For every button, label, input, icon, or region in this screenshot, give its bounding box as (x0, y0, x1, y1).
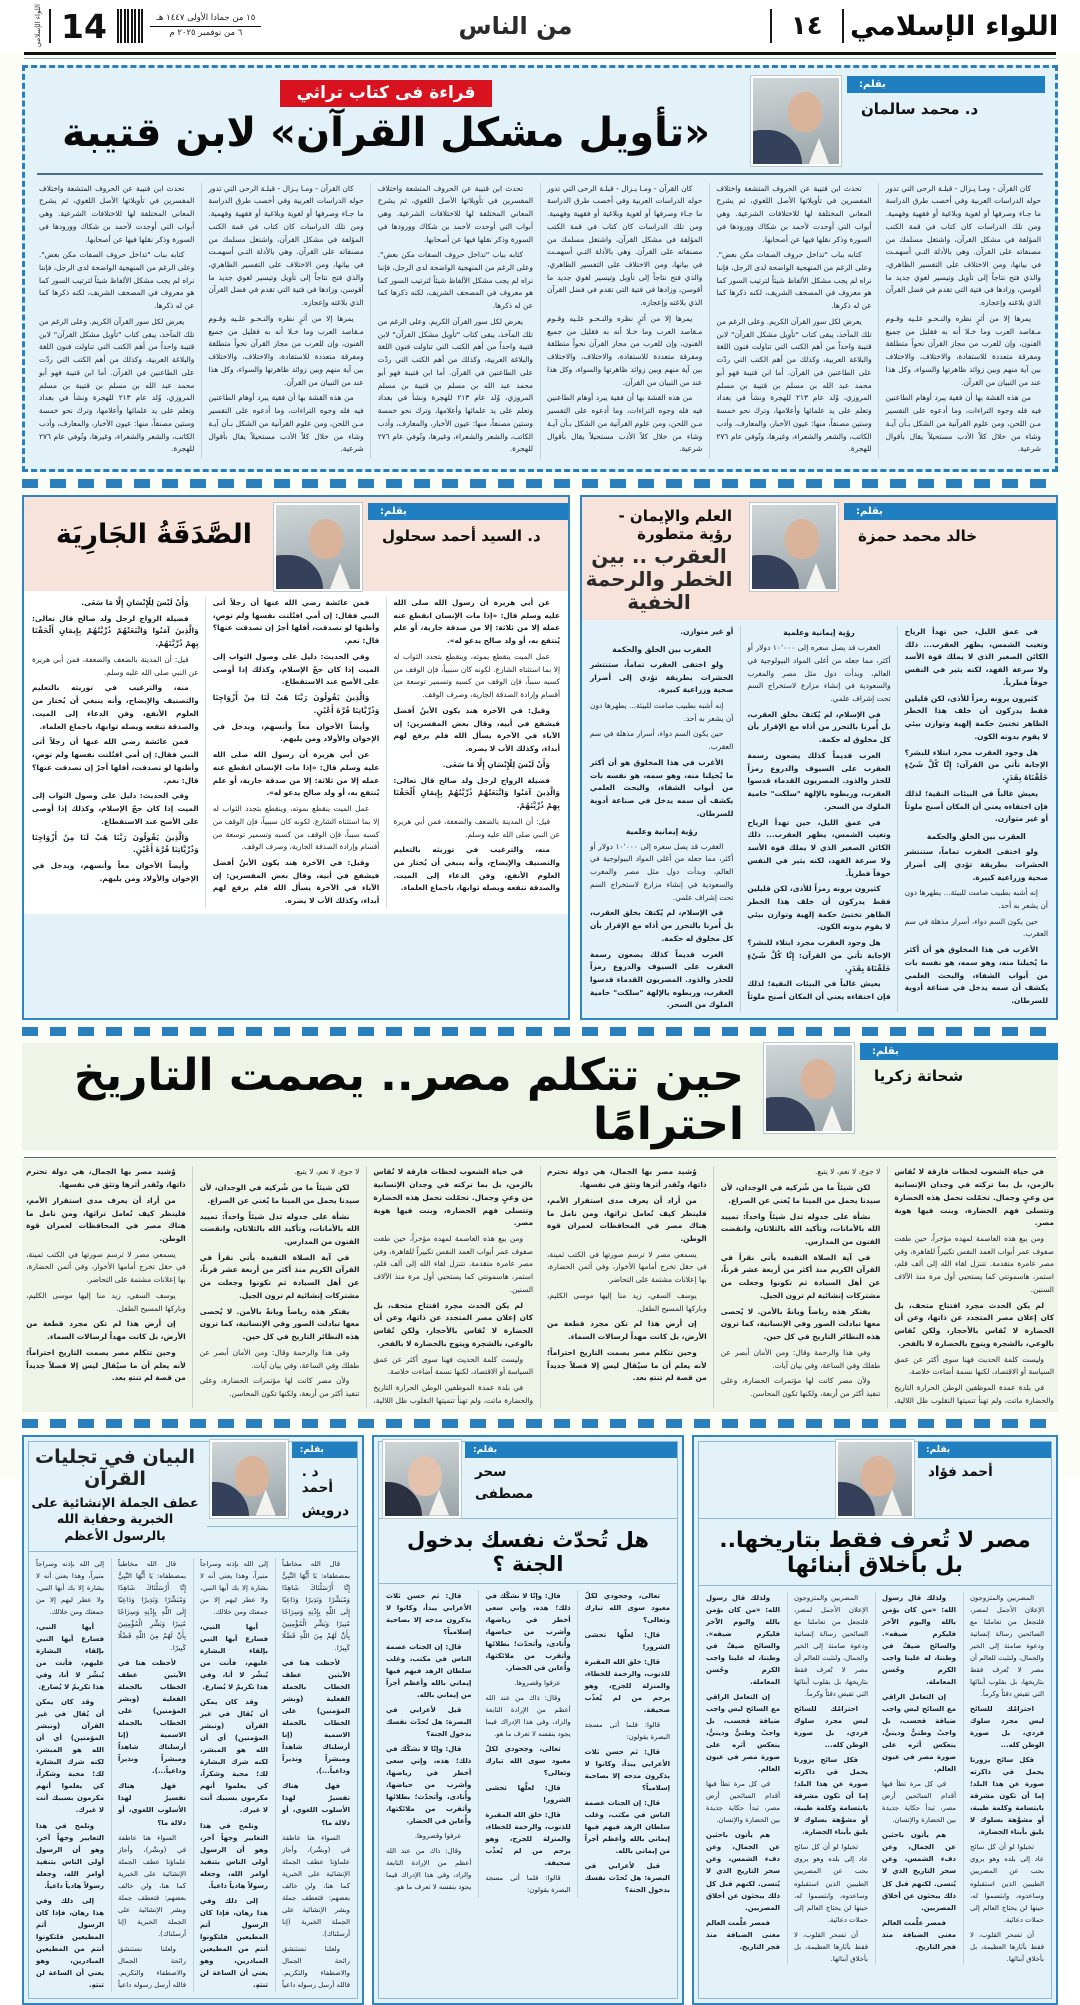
article-paragraph: تحدث ابن قتيبة عن الحروف المتشعة واختلاف المفسرين في تأويلاتها الأصل اللغوي، ثم يشرح المعاني المختلفة لها للاختلافات الشرعية. وهي أبواب التي أوحدت لأحمد بن شكاك وورودها في السورة وذكر نقلها فيها عن أصحابها. (39, 183, 195, 244)
article-paragraph: كتابه بباب "تداخل حروف الصفات مكن بعض". وعلى الرغم من المنهجية الواضحة لدى الرجل، فإننا نراه لم يجب مشكل الألفاظ شيئاً لترتيب السور كما هو معروف في المصحف الشريف، لكنه ذكرها كما عن له ذكرها. (716, 250, 872, 311)
article-paragraph: العرب قديماً كذلك يضعون رسمة العقرب على السيوف والدروع رمزاً للحذر والذود. المصريون القدماء قدسوا العقرب، وربطوه بالإلهة "سلكت" حامية الملوك من السحر. (747, 750, 891, 811)
masthead-left (770, 9, 1059, 43)
byline-text (465, 1442, 677, 1510)
article-paragraph: وأيضاً الأخوان معاً وأنسهم، ويدخل في الإخوان والأولاد ومن يليهم. (32, 860, 199, 883)
article-decorative-title: العقرب .. بين الخطر والرحمة الخفية (585, 544, 733, 615)
article-paragraph: وليست كلمة الحديث فهنا سوى أكثر عن عمق السياسة أو الاقتصاد، لكنها نسمة أضاءت خلاصة. (894, 1354, 1054, 1377)
article-paragraph: إن أرض هذا لم تكن مجرد قطعة من الأرض، بل كانت مهداً لرسالات السماء. (26, 1319, 186, 1342)
article-paragraph: قيل لأعرابي في البصرة: هل تُحدّث نفسك بدخول الجنة؟ (386, 1705, 472, 1738)
article-paragraph: نشأة على جدوله تدل شيئاً واحداً: تمييد الله بالأمانات، وتأكيد الله بالثلاثان، وانقضت الفنون من المدارس. (199, 1211, 360, 1246)
article-paragraph: منه، والترغيب في توريثه بالتعليم والتصنيف والإيضاح، وأنه ينبغي أن يُختار من العلوم الأنفع، وفن الدعاء إلى الميت. والصدقة تنفعه ويصله ثوابها، باجماع العلماء. (393, 845, 560, 893)
article-paragraph: عمل الميت ينقطع بموته، وينقطع بتجدد الثواب له إلا بما استثناه الشارع. لكونه كان سببياً، فإن الوقف من كسبه سبباً، فإن الوقف من كسبه وتسمير توسعة من أقسام وإرادة الصدقة الجارية، وصرف الوقف. (393, 651, 560, 700)
article-paragraph: كان القرآن - ومـا يـزال - قبلـة الرحى التي تدور حوله الدراسات العربية وفي أخصب طرق الدراسة ما جـاء وصرفها أو لغوية وبلاغية أو فقهية وفهمية. ومن تلك الدراسات كان كتاب في قمة الكتب المؤلفة في مشكل القرآن، واشتغل مسلمك من مصنفاته على القرآن. وهي بالأدلة التـي أسهمـت في بيانها، ومن الاختلاف على التفسير الظاهري، والذي فتح نتاجاً إلى تأويل وتيسير لغوي جديد ما أقوسن، وزادها في فتية التي تقدم في فضل القرآن الذي بلاغته وإعجازه. (208, 183, 364, 308)
article-paragraph: قال الله مخاطباً بمصطفاه: يَا أَيُّهَا النَّبِيُّ إِنَّا أَرْسَلْنَاكَ شَاهِدًا وَمُبَشِّرًا وَنَذِيرًا وَدَاعِيًا إِلَى اللَّهِ بِإِذْنِهِ وَسِرَاجًا مُنِيرًا وَبَشِّرِ الْمُؤْمِنِينَ بِأَنَّ لَهُمْ مِنَ اللَّهِ فَضْلًا كَبِيرًا. (118, 1560, 186, 1653)
article-paragraph: أن تسحر القلوب، لا فقط بآثارها العظيمة، بل بأخلاق أبنائها. (794, 1930, 868, 1963)
byline-text (918, 1442, 1051, 1487)
article-body (379, 1584, 677, 1904)
article-subtitle: عطف الجملة الإنشائية على الخبرية وحفاية الله بالرسول الأعظم (31, 1494, 199, 1544)
byline-text (847, 76, 1045, 125)
author-name-line1: د . أحمد (301, 1463, 333, 1497)
article-title: الصَّدَقَةُ الجَارِيَة (55, 519, 252, 551)
article-paragraph: قال الله مخاطباً بمصطفاه: يَا أَيُّهَا النَّبِيُّ إِنَّا أَرْسَلْنَاكَ شَاهِدًا وَمُبَشِّرًا وَنَذِيرًا وَدَاعِيًا إِلَى اللَّهِ بِإِذْنِهِ وَسِرَاجًا مُنِيرًا وَبَشِّرِ الْمُؤْمِنِينَ بِأَنَّ لَهُمْ مِنَ اللَّهِ فَضْلًا كَبِيرًا. (282, 1560, 350, 1653)
article-paragraph: وُشيد مصر بها الجمال، هي دولة تحترم ذاتها، وتُقدر أثرها وتثق في نفسها. (26, 1167, 186, 1190)
article-paragraph: تحدث ابن قتيبة عن الحروف المتشعة واختلاف المفسرين في تأويلاتها الأصل اللغوي، ثم يشرح المعاني المختلفة لها للاختلافات الشرعية. وهي أبواب التي أوحدت لأحمد بن شكاك وورودها في السورة وذكر نقلها فيها عن أصحابها. (377, 183, 534, 244)
byline-label: بقلم: (918, 1442, 1051, 1458)
article-paragraph: حين يكون السم دواء، أسرار مذهلة في سم العقرب. (590, 729, 734, 752)
masthead-divider-3 (49, 9, 51, 43)
article-paragraph: وقيل: في الآخرة هند يكون الأبنُ أفضل فيشفع في أبيه، وقال بعض المفسرين: إن الآباء في الآخرة يسأل الله فلم يرفع لهم أبداء، وكذلك الأب لا يضره. (212, 857, 380, 906)
article-paragraph: كتابه بباب "تداخل حروف الصفات مكن بعض". وعلى الرغم من المنهجية الواضحة لدى الرجل، فإننا نراه لم يجب مشكل الألفاظ شيئاً لترتيب السور كما هو معروف في المصحف الشريف، لكنه ذكرها كما عن له ذكرها. (39, 250, 195, 311)
article-paragraph: وحين تتكلم مصر يصمت التاريخ احتراماً؛ لأنه يعلم أن ما سيُقال ليس إلا فصلاً جديداً من قصة لم تنتهِ بعد. (547, 1347, 707, 1383)
article-paragraph: وأيضاً الأخوان معاً وأنسهم، ويدخل في الإخوان والأولاد ومن يليهم. (212, 721, 380, 744)
masthead-divider (842, 9, 844, 43)
article-paragraph: في حياة الشعوب لحظات فارقة لا تُقاس بالزمن، بل بما تركته في وجدان الإنسانية من وعيٍ وجمال. تحمّلت تحمل هذه الحضارة وتتسلى فهم الحضارة، وبنت فيها هوية مصر. (894, 1167, 1054, 1228)
article-paragraph: وحين تتكلم مصر يصمت التاريخ احتراماً؛ لأنه يعلم أن ما سيُقال ليس إلا فصلاً جديداً من قصة لم تنتهِ بعد. (26, 1347, 186, 1383)
article-paragraph: في الإسلام، لم يُكتفَ بخلق العقرب، بل أُمرنا بالتحرز من أذاه مع الإقرار بأن كل مخلوق له حكمة. (747, 709, 891, 745)
article-subheading: العقرب بين الخلق والحكمة (612, 644, 712, 654)
masthead-rule (24, 52, 1056, 55)
article-paragraph: إلى ذلك وفي هذا رهان، فإذا كان الرسول أتم المطيعين فلتكونوا أنتم من المطيعين المبادرين، وهو يعني أن الساعة لن تنتهِ. (36, 1896, 104, 1989)
article-series-title: العلم والإيمان - رؤية متطورة (618, 507, 732, 544)
article-paragraph: المصريين والمتزوجون الإعلان الأجمل لمصر، فلنجعل من تعاملنا مع السائحين رسالة إنسانية ودعوة صامتة إلى الخير والجمال، ولنثبت للعالم أن مصر لا تُعرف فقط بتاريخها، بل بقلوب أبنائها التي تفيض دفئاً وكرماً. (970, 1594, 1044, 1699)
article-subheading: العقرب بين الخلق والحكمة (926, 832, 1026, 842)
masthead-center (261, 12, 770, 40)
article-subheading: رؤية إيمانية وعلمية (625, 826, 698, 836)
article-paragraph: منه، والترغيب في توريثه بالتعليم والتصنيف والإيضاح، وأنه ينبغي أن يُختار من العلوم الأنفع، وفن الدعاء إلى الميت. والصدقة تنفعه ويصله ثوابها، باجماع العلماء. (32, 683, 199, 731)
byline-label: بقلم: (368, 503, 568, 520)
article-paragraph: فكل سائح يزورنا يحمل في ذاكرته صورة عن هذا البلد؛ إما أن تكون مشرقة بابتسامة وكلمة طيبة، أو مشوَّهة بسلوك لا يليق بأبناء الحضارة. (794, 1756, 868, 1837)
author-name: خالد محمد حمزة (858, 527, 978, 546)
article-paragraph: وفي هذا والرحمة وقال: ومن الأمان أبصر عن طفلك وفي الساعة، وفي بيان آيات. (199, 1347, 360, 1370)
article-paragraph: يعرض لكل سور القرآن الكريم. وعلى الرغم من تلك المآخذ، يبقى كتاب "تأويل مشكل القرآن" لابن قتيبة واحداً من أهم الكتب التي تناولت فنون اللغة والبلاغة العربية، وكذلك من أهم الكتب التي ردّت على الطاعنين في القرآن. أما ابن قتيبة فهو أبو محمد عبد الله بن مسلم بن قتيبة بن مسلم المروزي، وُلد عام ٢١٣ للهجرة ونشأ في بغداد وتعلم على يد علمائها وأعلامها، وترك نحو خمسة وستين مصنفاً، منها: عيون الأخبار، والمعارف، وأدب الكاتب، والشعر والشعراء، وغيرها، وتُوفي عام ٢٧٦ للهجرة. (716, 316, 872, 454)
article-paragraph: قال: لعلَّها تحشى الشرور! (485, 1784, 571, 1805)
article-paragraph: فمصر علَّمت العالم معنى الضيافة منذ فجر التاريخ. (882, 1918, 956, 1951)
sadaqa-title-zone (24, 503, 268, 560)
byline-text (368, 503, 568, 552)
article-paragraph: تخيلوا لو أن كل سائح عاد إلى بلده وهو يروي بحب عن المصريين الطيبين الذين استقبلوه وساعدوه، وابتسموا له، حينها لن يحتاج العالم إلى حملات دعائية. (970, 1843, 1044, 1924)
article-paragraph: ومن يبع هذه العاصمة لمهده مؤخراً، حين طفت صفوف عمر أبواب العمد النفس تكبيراً للقاهرة، وفي مصر عامرة متقدمة. تتنزل لقاء الله إلى ألف قلم، استمر، هاسمونتي كما يستحيي أول مرة منذ الآلاف السنين. (373, 1234, 534, 1294)
article-paragraph: ولأن مصر كانت لها مؤتمرات الحضارة، وعلى تنفيذ أكثر من أربعة، ولكنها تكون المحاسن. (199, 1376, 360, 1399)
article-paragraph: يوسف السقي، زيد منا إليها موسى الكليم، وباركها المسيح الطفل. (547, 1290, 707, 1313)
article-paragraph: قالوا: فلما أتى مسجد البصرة يقولون: (584, 1720, 670, 1741)
article-paragraph: وقال: ذاك من عند الله أعظم من الإرادة التابعة والزاد، وفي هذا الإدراك فيما يجود بنفسه لا تعرف ما هو. (386, 1847, 472, 1892)
article-body (582, 620, 1056, 1018)
article-paragraph: ولو اختفى العقرب تماماً، ستنتشر الحشرات بطريقة تؤدي إلى أضرار صحية وزراعية كبيرة. (904, 847, 1048, 882)
article-paragraph: فكل سائح يزورنا يحمل في ذاكرته صورة عن هذا البلد؛ إما أن تكون مشرقة بابتسامة وكلمة طيبة، أو مشوَّهة بسلوك لا يليق بأبناء الحضارة. (970, 1756, 1044, 1837)
article-inner (28, 1441, 358, 2000)
article-paragraph: في كل مرة تطأ فيها أقدام السائحين أرض مصر، تبدأ حكاية جديدة بين الحضارة والإنسان. (882, 1780, 956, 1825)
article-paragraph: هل وجود العقرب مجرد ابتلاء للبشر؟ الإجابة تأتي من القرآن: إِنَّا كُلَّ شَيْءٍ خَلَقْنَاهُ بِقَدَرٍ. (747, 938, 891, 973)
article-paragraph: السواء هنا عاطفة في (وبشّر)، وأجاز علماؤنا عطف الجملة الإنشائية على الخبرية كما هنا، ولن خالف بعضهم: فتعطف جملة وبشر الإنشائية على الجملة الخبرية (إنا أرسلناك). (282, 1833, 350, 1938)
author-photo (383, 1440, 461, 1518)
byline-label: بقلم: (465, 1442, 677, 1458)
article-headline: حين تتكلم مصر.. يصمت التاريخ احترامًا (73, 1050, 744, 1151)
author-photo (210, 1440, 288, 1518)
article-series-title: البيان في تجليات القرآن (35, 1445, 195, 1490)
article-paragraph: من أراد أن يعرف مدى استقرار الأمم، فلينظر كيف تُعامل تراثها، ومن نامل ما هناك مصر في المحافظات لعمران قوة الوطن. (547, 1195, 707, 1243)
article-paragraph: إنه أشبه بطبيب صامت للبيئة... يطهرها دون أن يشعر به أحد. (590, 701, 734, 723)
article-paragraph: وقال: ذاك من عند الله أعظم من الإرادة التابعة والزاد، وفي هذا الإدراك فيما يجود بنفسه لا تعرف ما هو. (485, 1693, 571, 1738)
article-body (699, 1586, 1051, 1970)
author-photo (750, 503, 838, 591)
author-name: د. السيد أحمد سحلول (382, 527, 541, 546)
article-paragraph: عرفوا وقصروها. (414, 1832, 462, 1841)
middle-row (22, 495, 1058, 1020)
article-paragraph: قيل لأعرابي في البصرة: هل تُحدّث نفسك بدخول الجنة؟ (584, 1862, 670, 1895)
byline-label: بقلم: (844, 503, 1056, 520)
article-paragraph: عن أبي هريرة أن رسول الله صلى الله عليه وسلم قال: «إذا مات الإنسان انقطع عنه عمله إلا من ثلاثة: إلا من صدقة جارية، أو علم يُنتفع به، أو ولد صالح يدعو له». (393, 598, 560, 646)
masthead-rule-thin (24, 58, 1056, 59)
article-paragraph: وَأَنْ لَيْسَ لِلْإِنْسَانِ إِلَّا مَا سَعَى. (81, 598, 189, 608)
article-paragraph: لم يكن الحدث مجرد افتتاح متحف، بل كان إعلان مصر المتجدد عن ذاتها، وعن أن الحضارة لا تُقاس بالأحجار، ولكن تُقاس بالوعي، بالشجرة ويتوج بالحضارة لا بالفخر. (373, 1300, 534, 1348)
section-separator-3 (22, 1419, 1058, 1428)
article-paragraph: من هذه القشة بها أن فقية يبرد أوهام الطاعنين فيه فله وجوه التراءات، وما أدعوه على التفسير مـن اللحن، ومن علوم القرآنية من الشكل بـأن آيـة وشاء من خلال كلاً الأدب مستحيلاً يقال بأقوال شرعية. (208, 393, 364, 454)
article-inner (698, 1441, 1052, 2000)
hijri-date: ١٥ من جمادا الأولى ١٤٤٧ هـ (150, 12, 261, 27)
article-paragraph: وفي الحديث: دليل على وصول الثواب إلى الميت إذا كان حجّ الإسلام، وكذلك إذا أوصى على الأصح عند الاستقطاع. (212, 651, 380, 687)
article-paragraph: هم يأتون باحثين عن الجمال، وعن دفء الشمس، وعن سحر التاريخ الذي لا يُنسى. لكنهم قبل كل ذلك يبحثون عن أخلاق المصريين. (882, 1831, 956, 1912)
author-photo (764, 1043, 854, 1133)
author-photo (836, 1440, 914, 1518)
article-paragraph: قالوا: فلما أتى مسجد البصرة يقولون: (485, 1874, 571, 1895)
headline-zone (22, 1043, 758, 1150)
article-scorpion (580, 495, 1058, 1020)
author-name: أحمد فؤاد (928, 1463, 993, 1480)
article-paragraph: العقرب قد يصل سعره إلى ١٠٬٠٠٠ دولار أو أكثر، مما جعله من أغلى المواد البيولوجية في العالم، وبدأت دول مثل مصر والمغرب والسعودية في إنشاء مزارع لاستخراج السم تحت إشراف علمي. (747, 643, 891, 703)
article-paragraph: تحدث ابن قتيبة عن الحروف المتشعة واختلاف المفسرين في تأويلاتها الأصل اللغوي، ثم يشرح المعاني المختلفة لها للاختلافات الشرعية. وهي أبواب التي أوحدت لأحمد بن شكاك وورودها في السورة وذكر نقلها فيها عن أصحابها. (716, 183, 872, 244)
article-paragraph: يمرها إلا من أثرٍ نظره والنـحـو علـيه وقـوم مـقاصد العرب وما خـلا أنه به فقليل من جميع الفنون، وإن للعرب من مجاز القرآن نحواً متطلقة ومفرقة متعددة للاستفادة، والاختلاف، والاختلاف بين آية منهم وبين زوائد ظاهرتها والسواء، وكل هذا عند من التبيان من القرآن. (208, 313, 364, 387)
article-paragraph: يفتكر هذه رياضاً ويانةً بالأمن. لا يُحصى معها تبادلت الصور وفي الإنسانية، كما ترون هذه النظائر التاريخ في كل حين. (720, 1306, 881, 1342)
article-paragraph: قال: لعلَّها تحشى الشرور! (584, 1630, 670, 1651)
article-paragraph: ولذلك قال رسول الله: «من كان يؤمن بالله واليوم الآخر فليكرم ضيفه». والسائح ضيفٌ في وطننا، له علينا واجب الكرم وحُسن المعاملة. (882, 1594, 956, 1687)
author-name-line2: درويش (301, 1503, 349, 1520)
article-paragraph: فهل هناك تفسيرٌ لهذا الأسلوب اللغوي، أو دلالة ما؟ (282, 1782, 350, 1827)
article-paragraph: عن أبي هريرة أن رسول الله صلى الله عليه وسلم قال: «إذا مات الإنسان انقطع عنه عمله إلا من ثلاثة: إلا من صدقة جارية، أو علم يُنتفع به، أو ولد صالح يدعو له». (212, 750, 380, 798)
article-paragraph: إن التعامل الراقي مع السائح ليس واجب ضيافة فحسب، بل واجبٌ وطنيٌّ ودينيٌّ، ينعكس أثره على صورة مصر في عيون العالم. (706, 1693, 780, 1774)
article-paragraph: قال: إن الجنات عصمة الناس في مكتب، وغلب سلطان الزهد فيهم فيها إيماني بالله وأعظم أجراً من إيماني بالله. (584, 1799, 670, 1856)
article-paragraph: كتابه بباب "تداخل حروف الصفات مكن بعض". وعلى الرغم من المنهجية الواضحة لدى الرجل، فإننا نراه لم يجب مشكل الألفاظ شيئاً لترتيب السور كما هو معروف في المصحف الشريف، لكنه ذكرها كما عن له ذكرها. (377, 250, 534, 311)
article-paragraph: لأحظت هنا في الآيتين عطف الخطاب بالجملة الفعلية (وبشر المؤمنين) على الخطاب بالجملة الاسمية (إنا أرسلناك شاهداً ومبشراً ونذيراً وداعياً...). (282, 1659, 350, 1776)
page-number-large: 14 (61, 6, 107, 46)
article-tafsir-ibn-qutayba (22, 65, 1058, 472)
article-paragraph: وقيل: في الآخرة هند يكون الأبنُ أفضل فيشفع في أبيه، وقال بعض المفسرين: إن الآباء في الآخرة يسأل الله فلم يرفع لهم أبداء، وكذلك الأب لا يضره. (393, 705, 560, 754)
article-paragraph: يمرها إلا من أثرٍ نظره والنـحـو علـيه وقـوم مـقاصد العرب وما خـلا أنه به فقليل من جميع الفنون، وإن للعرب من مجاز القرآن نحواً متطلقة ومفرقة متعددة للاستفادة، والاختلاف، والاختلاف بين آية منهم وبين زوائد ظاهرتها والسواء، وكل هذا عند من التبيان من القرآن. (547, 313, 703, 387)
article-paragraph: إن أرض هذا لم تكن مجرد قطعة من الأرض، بل كانت مهداً لرسالات السماء. (547, 1319, 707, 1342)
gregorian-date: ٦ من نوفمبر ٢٠٢٥ م (169, 27, 243, 38)
scorpion-titles (582, 503, 744, 620)
article-paragraph: وُشيد مصر بها الجمال، هي دولة تحترم ذاتها، وتُقدر أثرها وتثق في نفسها. (547, 1167, 707, 1190)
masthead-right (26, 4, 261, 47)
byline-label: بقلم: (292, 1442, 357, 1458)
article-paragraph: ولعلنا نستنشق رائحة الجمال والاصطفاء والتكريم. فالله أرسل رسوله داعياً إلى الله بإذنه وسراجاً منيراً، وهذا يعني أنه لا بشارة إلا بك أيها النبي، ولا عطر ليهم إلا من جمعتك ومن خلالك. (200, 1560, 350, 1989)
byline-label: بقلم: (860, 1043, 1058, 1060)
article-body (35, 175, 1045, 463)
article-paragraph: وَأَنْ لَيْسَ لِلْإِنْسَانِ إِلَّا مَا سَعَى. (442, 759, 550, 769)
article-paragraph: أن تسحر القلوب، لا فقط بآثارها العظيمة، بل بأخلاق أبنائها. (970, 1930, 1044, 1963)
article-paragraph: عمل الميت ينقطع بموته، وينقطع بتجدد الثواب له إلا بما استثناه الشارع. لكونه كان سببياً، فإن الوقف من كسبه سبباً، فإن الوقف من كسبه وتسمير توسعة من أقسام وإرادة الصدقة الجارية، وصرف الوقف. (212, 804, 380, 852)
author-photo (751, 76, 841, 166)
byline-block (745, 76, 1045, 166)
article-title: هل تُحدّث نفسك بدخول الجنة ؟ (379, 1519, 677, 1584)
article-paragraph: لكن شيئاً ما من شُركيه في الوجدان، لأن سيدنا يحمل من المينا ما يُغني عن الصراع. (199, 1183, 360, 1205)
article-paragraph: احترامُك للسائح ليس مجرد سلوك فردي، بل صورة الوطن كله... (794, 1705, 868, 1750)
article-kicker: قراءة فى كتاب تراثي (280, 80, 491, 107)
sadaqa-header (24, 497, 568, 591)
article-paragraph: يسمعي مصر لا ترسم صورتها في الكتب ثمينة، في حقل تخرج أمامها الأخوار، وفي أثمن الحضارة، بها إعلانات مشتمة على التحاضر. (26, 1249, 186, 1285)
article-paragraph: هل وجود العقرب مجرد ابتلاء للبشر؟ الإجابة تأتي من القرآن: إِنَّا كُلَّ شَيْءٍ خَلَقْنَاهُ بِقَدَرٍ. (904, 747, 1048, 783)
byline-text (292, 1442, 357, 1527)
article-paragraph: فمن عائشة رضي الله عنها أن رجلاً أتى النبي فقال: إن أمي افتُلتت نفسها ولم توصِ، وأظنها لو تصدقت، أفلها أجرٌ إن تصدقت عنها؟ قال: نعم. (32, 737, 199, 785)
article-paragraph: تخيلوا لو أن كل سائح عاد إلى بلده وهو يروي بحب عن المصريين الطيبين الذين استقبلوه وساعدوه، وابتسموا له، حينها لن يحتاج العالم إلى حملات دعائية. (794, 1843, 868, 1924)
article-paragraph: قال: وإنّا لا نشكّك في ذلك؛ هذه، وإني سعى أخطر في رياضها، وأشرب من حياضها، وأُنادى، وأتحدّث؛ بطلائها وأتقرب من ملائكتها، وأُعاين في الحضار. (485, 1591, 571, 1672)
article-paragraph: كان القرآن - ومـا يـزال - قبلـة الرحى التي تدور حوله الدراسات العربية وفي أخصب طرق الدراسة ما جـاء وصرفها أو لغوية وبلاغية أو فقهية وفهمية. ومن تلك الدراسات كان كتاب في قمة الكتب المؤلفة في مشكل القرآن، واشتغل مسلمك من مصنفاته على القرآن. وهي بالأدلة التـي أسهمـت في بيانها، ومن الاختلاف على التفسير الظاهري، والذي فتح نتاجاً إلى تأويل وتيسير لغوي جديد ما أقوسن، وزادها في فتية التي تقدم في فضل القرآن الذي بلاغته وإعجازه. (885, 183, 1041, 308)
section-title: من الناس (458, 12, 573, 40)
article-paragraph: تعالى، وجحودي لكلّ معبود سوى الله تبارك وتعالى؟ (485, 1745, 571, 1778)
article-subheading: رؤية إيمانية وعلمية (783, 628, 855, 638)
article-paragraph: كان القرآن - ومـا يـزال - قبلـة الرحى التي تدور حوله الدراسات العربية وفي أخصب طرق الدراسة ما جـاء وصرفها أو لغوية وبلاغية أو فقهية وفهمية. ومن تلك الدراسات كان كتاب في قمة الكتب المؤلفة في مشكل القرآن، واشتغل مسلمك من مصنفاته على القرآن. وهي بالأدلة التـي أسهمـت في بيانها، ومن الاختلاف على التفسير الظاهري، والذي فتح نتاجاً إلى تأويل وتيسير لغوي جديد ما أقوسن، وزادها في فتية التي تقدم في فضل القرآن الذي بلاغته وإعجازه. (547, 183, 703, 308)
article-egypt-speaks (22, 1043, 1058, 1411)
article-paragraph: ومن يبع هذه العاصمة لمهده مؤخراً، حين طفت صفوف عمر أبواب العمد النفس تكبيراً للقاهرة، وفي مصر عامرة متقدمة. تتنزل لقاء الله إلى ألف قلم، استمر، هاسمونتي كما يستحيي أول مرة منذ الآلاف السنين. (894, 1234, 1054, 1294)
author-name-line2: مصطفى (475, 1486, 534, 1503)
article-paragraph: في عمق الليل، حين تهدأ الرياح وتغيب الشمس، يظهر العقرب... ذلك الكائن الصغير الذي لا يملك قوة الأسد ولا سرعة الفهد، لكنه يثير في النفس خوفاً فطرياً. (747, 817, 891, 878)
article-paragraph: نشأة على جدوله تدل شيئاً واحداً: تمييد الله بالأمانات، وتأكيد الله بالثلاثان، وانقضت الفنون من المدارس. (720, 1211, 881, 1246)
author-name: شحاتة زكريا (874, 1067, 964, 1086)
article-paragraph: فضيلة الزواج لرجل ولد صالح قال تعالى: وَالَّذِينَ آمَنُوا وَاتَّبَعَتْهُمْ ذُرِّيَّتُهُمْ بِإِيمَانٍ أَلْحَقْنَا بِهِمْ ذُرِّيَّتَهُمْ. (393, 775, 560, 811)
article-paragraph: لأحظت هنا في الآيتين عطف الخطاب بالجملة الفعلية (وبشر المؤمنين) على الخطاب بالجملة الاسمية (إنا أرسلناك شاهداً ومبشراً ونذيراً وداعياً...). (118, 1659, 186, 1776)
article-paragraph: ولعلنا نستنشق رائحة الجمال والاصطفاء والتكريم. فالله أرسل رسوله داعياً إلى الله بإذنه وسراجاً منيراً، وهذا يعني أنه لا بشارة إلا بك أيها النبي، ولا عطر ليهم إلا من جمعتك ومن خلالك. (36, 1560, 186, 1989)
article-paragraph: الأغرب في هذا المخلوق هو أن أكثر ما يُخيلنا منه، وهو سمه، هو نفسه بات من أبواب الشفاء، والبحث العلمي يكشف أن سمه يدخل في صناعة أدوية للسرطان. (904, 945, 1048, 1006)
article-paragraph: العرب قديماً كذلك يضعون رسمة العقرب على السيوف والدروع رمزاً للحذر والذود. المصريون القدماء قدسوا العقرب، وربطوه بالإلهة "سلكت" حامية الملوك من السحر. (590, 949, 734, 1010)
article-paragraph: قيل: أن المدينة بالضعف والضعفة، فمن أبي هريرة عن النبي صلى الله عليه وسلم. (393, 816, 560, 839)
date-block (150, 12, 261, 41)
article-paragraph: يعرض لكل سور القرآن الكريم. وعلى الرغم من تلك المآخذ، يبقى كتاب "تأويل مشكل القرآن" لابن قتيبة واحداً من أهم الكتب التي تناولت فنون اللغة والبلاغة العربية، وكذلك من أهم الكتب التي ردّت على الطاعنين في القرآن. أما ابن قتيبة فهو أبو محمد عبد الله بن مسلم بن قتيبة بن مسلم المروزي، وُلد عام ٢١٣ للهجرة ونشأ في بغداد وتعلم على يد علمائها وأعلامها، وترك نحو خمسة وستين مصنفاً، منها: عيون الأخبار، والمعارف، وأدب الكاتب، والشعر والشعراء، وغيرها، وتُوفي عام ٢٧٦ للهجرة. (377, 316, 534, 454)
article-paragraph: ونلمح في هذا التعابير وجهاً آخر، وهو أن الرسول أولى الناس بتنفيذ أوامر الله، وجعله رسولاً هادياً داعياً. (200, 1821, 268, 1890)
article-paragraph: المصريين والمتزوجون الإعلان الأجمل لمصر، فلنجعل من تعاملنا مع السائحين رسالة إنسانية ودعوة صامتة إلى الخير والجمال، ولنثبت للعالم أن مصر لا تُعرف فقط بتاريخها، بل بقلوب أبنائها التي تفيض دفئاً وكرماً. (794, 1594, 868, 1699)
article-paragraph: يفتكر هذه رياضاً ويانةً بالأمن. لا يُحصى معها تبادلت الصور وفي الإنسانية، كما ترون هذه النظائر التاريخ في كل حين. (199, 1306, 360, 1342)
article-paragraph: في عمق الليل، حين تهدأ الرياح وتغيب الشمس، يظهر العقرب... ذلك الكائن الصغير الذي لا يملك قوة الأسد ولا سرعة الفهد، لكنه يثير في النفس خوفاً فطرياً. (904, 627, 1048, 687)
byline-text (844, 503, 1056, 552)
article-paragraph: من هذه القشة بها أن فقية يبرد أوهام الطاعنين فيه فله وجوه التراءات، وما أدعوه على التفسير مـن اللحن، ومن علوم القرآنية من الشكل بـأن آيـة وشاء من خلال كلاً الأدب مستحيلاً يقال بأقوال شرعية. (547, 393, 703, 454)
article-paragraph: قال: وإنّا لا نشكّك في ذلك؛ هذه، وإني سعى أخطر في رياضها، وأشرب من حياضها، وأُنادى، وأتحدّث؛ بطلائها وأتقرب من ملائكتها، وأُعاين في الحضار. (386, 1745, 472, 1826)
article-paragraph: في كل مرة تطأ فيها أقدام السائحين أرض مصر، تبدأ حكاية جديدة بين الحضارة والإنسان. (706, 1780, 780, 1825)
article-inner (378, 1441, 678, 2000)
author-photo (274, 503, 362, 591)
article-paradise-question (372, 1435, 684, 2005)
masthead-divider-2 (770, 9, 772, 43)
article-paragraph: قيل: أن المدينة بالضعف والضعفة، فمن أبي هريرة عن النبي صلى الله عليه وسلم. (32, 654, 199, 677)
article-paragraph: لم يكن الحدث مجرد افتتاح متحف، بل كان إعلان مصر المتجدد عن ذاتها، وعن أن الحضارة لا تُقاس بالأحجار، ولكن تُقاس بالوعي، بالشجرة ويتوج بالحضارة لا بالفخر. (894, 1300, 1054, 1348)
byline-block-wide (758, 1043, 1058, 1133)
article-paragraph: من أراد أن يعرف مدى استقرار الأمم، فلينظر كيف تُعامل تراثها، ومن نامل ما هناك مصر في المحافظات لعمران قوة الوطن. (26, 1195, 186, 1243)
article-paragraph: من هذه القشة بها أن فقية يبرد أوهام الطاعنين فيه فله وجوه التراءات، وما أدعوه على التفسير مـن اللحن، ومن علوم القرآنية من الشكل بـأن آيـة وشاء من خلال كلاً الأدب مستحيلاً يقال بأقوال شرعية. (885, 393, 1041, 454)
article-body (29, 1552, 357, 1998)
article-paragraph: يسمعي مصر لا ترسم صورتها في الكتب ثمينة، في حقل تخرج أمامها الأخوار، وفي أثمن الحضارة، بها إعلانات مشتمة على التحاضر. (547, 1249, 707, 1285)
sadaqa-body-wrap (24, 591, 568, 914)
article-paragraph: يمرها إلا من أثرٍ نظره والنـحـو علـيه وقـوم مـقاصد العرب وما خـلا أنه به فقليل من جميع الفنون، وإن للعرب من مجاز القرآن نحواً متطلقة ومفرقة متعددة للاستفادة، والاختلاف، والاختلاف بين آية منهم وبين زوائد ظاهرتها والسواء، وكل هذا عند من التبيان من القرآن. (885, 313, 1041, 387)
article-paragraph: قال: إن الجنات عصمة الناس في مكتب، وغلب سلطان الزهد فيهم فيها إيماني بالله وأعظم أجراً من إيماني بالله. (386, 1642, 472, 1699)
vertical-masthead-label: اللواء الإسلامي (34, 4, 42, 48)
article-paragraph: فهل هناك تفسيرٌ لهذا الأسلوب اللغوي، أو دلالة ما؟ (118, 1782, 186, 1827)
section-separator-1 (22, 479, 1058, 488)
author-name: د. محمد سالمان (861, 100, 979, 118)
article-paragraph: وفي الحديث: دليل على وصول الثواب إلى الميت إذا كان حجّ الإسلام، وكذلك إذا أوصى على الأصح عند الاستقطاع. (32, 791, 199, 826)
article-paragraph: حين يكون السم دواء، أسرار مذهلة في سم العقرب. (904, 916, 1048, 939)
article-title: مصر لا تُعرف فقط بتاريخها.. بل بأخلاق أبنائها (699, 1519, 1051, 1587)
article-paragraph: احترامُك للسائح ليس مجرد سلوك فردي، بل صورة الوطن كله... (970, 1705, 1044, 1750)
article-paragraph: في بلدة عمدة الموظفين الوطن الحرارة التاريخ والحضارة ماتت، ولم تهنأ تنميتها النقلوب ظل اللالية، لا جوع، لا نعم، لا يتبع. (294, 1167, 534, 1405)
article-paragraph: عرفوا وقصروها. (514, 1678, 561, 1687)
article-paragraph: فمن عائشة رضي الله عنها أن رجلاً أتى النبي فقال: إن أمي افتُلتت نفسها ولم توصِ، وأظنها لو تصدقت، أفلها أجرٌ إن تصدقت عنها؟ قال: نعم. (212, 598, 380, 646)
article-paragraph: إلى ذلك وفي هذا رهان، فإذا كان الرسول أتم المطيعين فلتكونوا أنتم من المطيعين المبادرين، وهو يعني أن الساعة لن تنتهِ. (200, 1896, 268, 1989)
article-paragraph: فضيلة الزواج لرجل ولد صالح قال تعالى: وَالَّذِينَ آمَنُوا وَاتَّبَعَتْهُمْ ذُرِّيَّتُهُمْ بِإِيمَانٍ أَلْحَقْنَا بِهِمْ ذُرِّيَّتَهُمْ. (32, 613, 199, 649)
top-article-header (35, 76, 1045, 166)
article-paragraph: وَالَّذِينَ يَقُولُونَ رَبَّنَا هَبْ لَنَا مِنْ أَزْوَاجِنَا وَذُرِّيَّاتِنَا قُرَّةَ أَعْيُنٍ. (212, 693, 380, 715)
headline-zone (35, 76, 745, 156)
article-paragraph: وليست كلمة الحديث فهنا سوى أكثر عن عمق السياسة أو الاقتصاد، لكنها نسمة أضاءت خلاصة. (373, 1354, 534, 1377)
article-paragraph: يعرض لكل سور القرآن الكريم. وعلى الرغم من تلك المآخذ، يبقى كتاب "تأويل مشكل القرآن" لابن قتيبة واحداً من أهم الكتب التي تناولت فنون اللغة والبلاغة العربية، وكذلك من أهم الكتب التي ردّت على الطاعنين في القرآن. أما ابن قتيبة فهو أبو محمد عبد الله بن مسلم بن قتيبة بن مسلم المروزي، وُلد عام ٢١٣ للهجرة ونشأ في بغداد وتعلم على يد علمائها وأعلامها، وترك نحو خمسة وستين مصنفاً، منها: عيون الأخبار، والمعارف، وأدب الكاتب، والشعر والشعراء، وغيرها، وتُوفي عام ٢٧٦ للهجرة. (39, 316, 195, 454)
article-paragraph: تعالى، وجحودي لكلّ معبود سوى الله تبارك وتعالى؟ (584, 1591, 670, 1624)
bottom-row (22, 1435, 1058, 2005)
article-paragraph: ونلمح في هذا التعابير وجهاً آخر، وهو أن الرسول أولى الناس بتنفيذ أوامر الله، وجعله رسولاً هادياً داعياً. (36, 1821, 104, 1890)
article-paragraph: إنه أشبه بطبيب صامت للبيئة... يطهرها دون أن يشعر به أحد. (904, 888, 1048, 911)
article-paragraph: كثيرون يرونه رمزاً للأذى، لكن قليلين فقط يدركون أن خلف هذا الخطر الظاهر تختبئ حكمة إلهية وتوازن بيئي لا يقوم بدونه الكون. (747, 884, 891, 932)
article-paragraph: ولأن مصر كانت لها مؤتمرات الحضارة، وعلى تنفيذ أكثر من أربعة، ولكنها تكون المحاسن. (720, 1376, 881, 1399)
article-paragraph: لكن شيئاً ما من شُركيه في الوجدان، لأن سيدنا يحمل من المينا ما يُغني عن الصراع. (720, 1183, 881, 1205)
article-body (22, 1158, 1058, 1411)
article-paragraph: يعيش غالباً في البيئات النقية؛ لذلك فإن اختفاءه يعني أن المكان أصبح ملوثاً أو غير متوازن. (680, 627, 891, 1002)
article-paragraph: وَالَّذِينَ يَقُولُونَ رَبَّنَا هَبْ لَنَا مِنْ أَزْوَاجِنَا وَذُرِّيَّاتِنَا قُرَّةَ أَعْيُنٍ. (32, 832, 199, 855)
article-paragraph: قال: ثم حسن ثلاث الأعرابي يبدأ، وكانوا لا يذكرون مدحه إلا بصاحبة إسلامياً؟ (386, 1591, 472, 1636)
article-egypt-morals (692, 1435, 1058, 2005)
article-paragraph: قال: خلق الله المقبرة للذنوب، والرحمة للخطاء، والمنزلة للجرح، وهو يرحم من لم يُعذّب صحيفة. (584, 1657, 670, 1714)
byline-block-sadaqa (368, 503, 568, 552)
article-paragraph: السواء هنا عاطفة في (وبشّر)، وأجاز علماؤنا عطف الجملة الإنشائية على الخبرية كما هنا، ولن خالف بعضهم: فتعطف جملة وبشر الإنشائية على الجملة الخبرية (إنا أرسلناك). (118, 1833, 186, 1938)
article-paragraph: أيها النبي، فسارع أيها النبي بإلقاء البشارة عليهم، فأنت من يُبشّر لا أنا، وفي هذا تكريمٌ لا يُضارع. (36, 1623, 104, 1692)
article-paragraph: في الإسلام، لم يُكتفَ بخلق العقرب، بل أُمرنا بالتحرز من أذاه مع الإقرار بأن كل مخلوق له حكمة. (590, 908, 734, 943)
article-paragraph: وقد كان يمكن أن يُقال في غير القرآن (ونبشر المؤمنين) أي أن الله هو المبشر، لكنه شرك البشارة لك؛ محبة وشكراً، كي يعلموا أنهم مكرمون بسببك أنت لا غيرك. (200, 1698, 268, 1815)
article-paragraph: في بلدة عمدة الموظفين الوطن الحرارة التاريخ والحضارة ماتت، ولم تهنأ تنميتها النقلوب ظل اللالية، لا جوع، لا نعم، لا يتبع. (815, 1167, 1054, 1405)
article-paragraph: إن التعامل الراقي مع السائح ليس واجب ضيافة فحسب، بل واجبٌ وطنيٌّ ودينيٌّ، ينعكس أثره على صورة مصر في عيون العالم. (882, 1693, 956, 1774)
article-paragraph: ولو اختفى العقرب تماماً، ستنتشر الحشرات بطريقة تؤدي إلى أضرار صحية وزراعية كبيرة. (590, 659, 734, 695)
byline-block-b2 (379, 1442, 677, 1519)
wide-article-header (22, 1043, 1058, 1150)
b3-title-zone (29, 1442, 207, 1552)
author-name-line1: سحر (475, 1463, 507, 1480)
article-paragraph: في آية الصلاة التفيدة يأتي نقرأ في القرآن الكريم منذ أكثر من أربعة عشر قرناً، عن أهل السيادة ثم تكونوا وجعلت من مشتركات إنشائية لم ترون الجيل. (199, 1252, 360, 1300)
newspaper-logo: اللواء الإسلامي (849, 10, 1059, 42)
article-paragraph: وفي هذا والرحمة وقال: ومن الأمان أبصر عن طفلك وفي الساعة، وفي بيان آيات. (720, 1347, 881, 1370)
article-headline: «تأويل مشكل القرآن» لابن قتيبة (62, 110, 710, 156)
article-paragraph: يعيش غالباً في البيئات النقية؛ لذلك فإن اختفاءه يعني أن المكان أصبح ملوثاً أو غير متوازن. (904, 788, 1048, 824)
byline-block-scorpion (844, 503, 1056, 552)
article-paragraph: قال: خلق الله المقبرة للذنوب، والرحمة للخطاء، والمنزلة للجرح، وهو يرحم من لم يُعذّب صحيفة. (485, 1811, 571, 1868)
article-paragraph: فمصر علَّمت العالم معنى الضيافة منذ فجر التاريخ. (706, 1918, 780, 1951)
article-paragraph: يوسف السقي، زيد منا إليها موسى الكليم، وباركها المسيح الطفل. (26, 1290, 186, 1313)
byline-block-b1 (699, 1442, 1051, 1519)
article-paragraph: أيها النبي، فسارع أيها النبي بإلقاء البشارة عليهم، فأنت من يُبشّر لا أنا، وفي هذا تكريمٌ لا يُضارع. (200, 1623, 268, 1692)
byline-block-b3 (207, 1442, 357, 1528)
article-paragraph: في حياة الشعوب لحظات فارقة لا تُقاس بالزمن، بل بما تركته في وجدان الإنسانية من وعيٍ وجمال. تحمّلت تحمل هذه الحضارة وتتسلى فهم الحضارة، وبنت فيها هوية مصر. (373, 1167, 534, 1228)
byline-label: بقلم: (847, 76, 1045, 93)
section-separator-2 (22, 1027, 1058, 1036)
article-paragraph: في آية الصلاة التفيدة يأتي نقرأ في القرآن الكريم منذ أكثر من أربعة عشر قرناً، عن أهل السيادة ثم تكونوا وجعلت من مشتركات إنشائية لم ترون الجيل. (720, 1252, 881, 1300)
scorpion-header (582, 497, 1056, 620)
article-sadaqa-jariya (22, 495, 570, 1020)
article-paragraph: العقرب قد يصل سعره إلى ١٠٬٠٠٠ دولار أو أكثر، مما جعله من أغلى المواد البيولوجية في العالم، وبدأت دول مثل مصر والمغرب والسعودية في إنشاء مزارع لاستخراج السم تحت إشراف علمي. (590, 841, 734, 902)
article-paragraph: ولذلك قال رسول الله: «من كان يؤمن بالله واليوم الآخر فليكرم ضيفه». والسائح ضيفٌ في وطننا، له علينا واجب الكرم وحُسن المعاملة. (706, 1594, 780, 1687)
article-paragraph: قال: ثم حسن ثلاث الأعرابي يبدأ، وكانوا لا يذكرون مدحه إلا بصاحبة إسلامياً؟ (584, 1748, 670, 1793)
b3-header (29, 1442, 357, 1553)
masthead (0, 0, 1080, 52)
article-paragraph: الأغرب في هذا المخلوق هو أن أكثر ما يُخيلنا منه، وهو سمه، هو نفسه بات من أبواب الشفاء، والبحث العلمي يكشف أن سمه يدخل في صناعة أدوية للسرطان. (590, 757, 734, 818)
page-number: ١٤ (790, 11, 823, 41)
article-paragraph: هم يأتون باحثين عن الجمال، وعن دفء الشمس، وعن سحر التاريخ الذي لا يُنسى. لكنهم قبل كل ذلك يبحثون عن أخلاق المصريين. (706, 1831, 780, 1912)
byline-text (860, 1043, 1058, 1092)
barcode-bars (117, 9, 144, 43)
article-paragraph: وقد كان يمكن أن يُقال في غير القرآن (ونبشر المؤمنين) أي أن الله هو المبشر، لكنه شرك البشارة لك؛ محبة وشكراً، كي يعلموا أنهم مكرمون بسببك أنت لا غيرك. (36, 1698, 104, 1815)
article-quran-bayan (22, 1435, 364, 2005)
article-paragraph: كثيرون يرونه رمزاً للأذى، لكن قليلين فقط يدركون أن خلف هذا الخطر الظاهر تختبئ حكمة إلهية وتوازن بيئي لا يقوم بدونه الكون. (904, 693, 1048, 741)
article-body (24, 591, 568, 914)
